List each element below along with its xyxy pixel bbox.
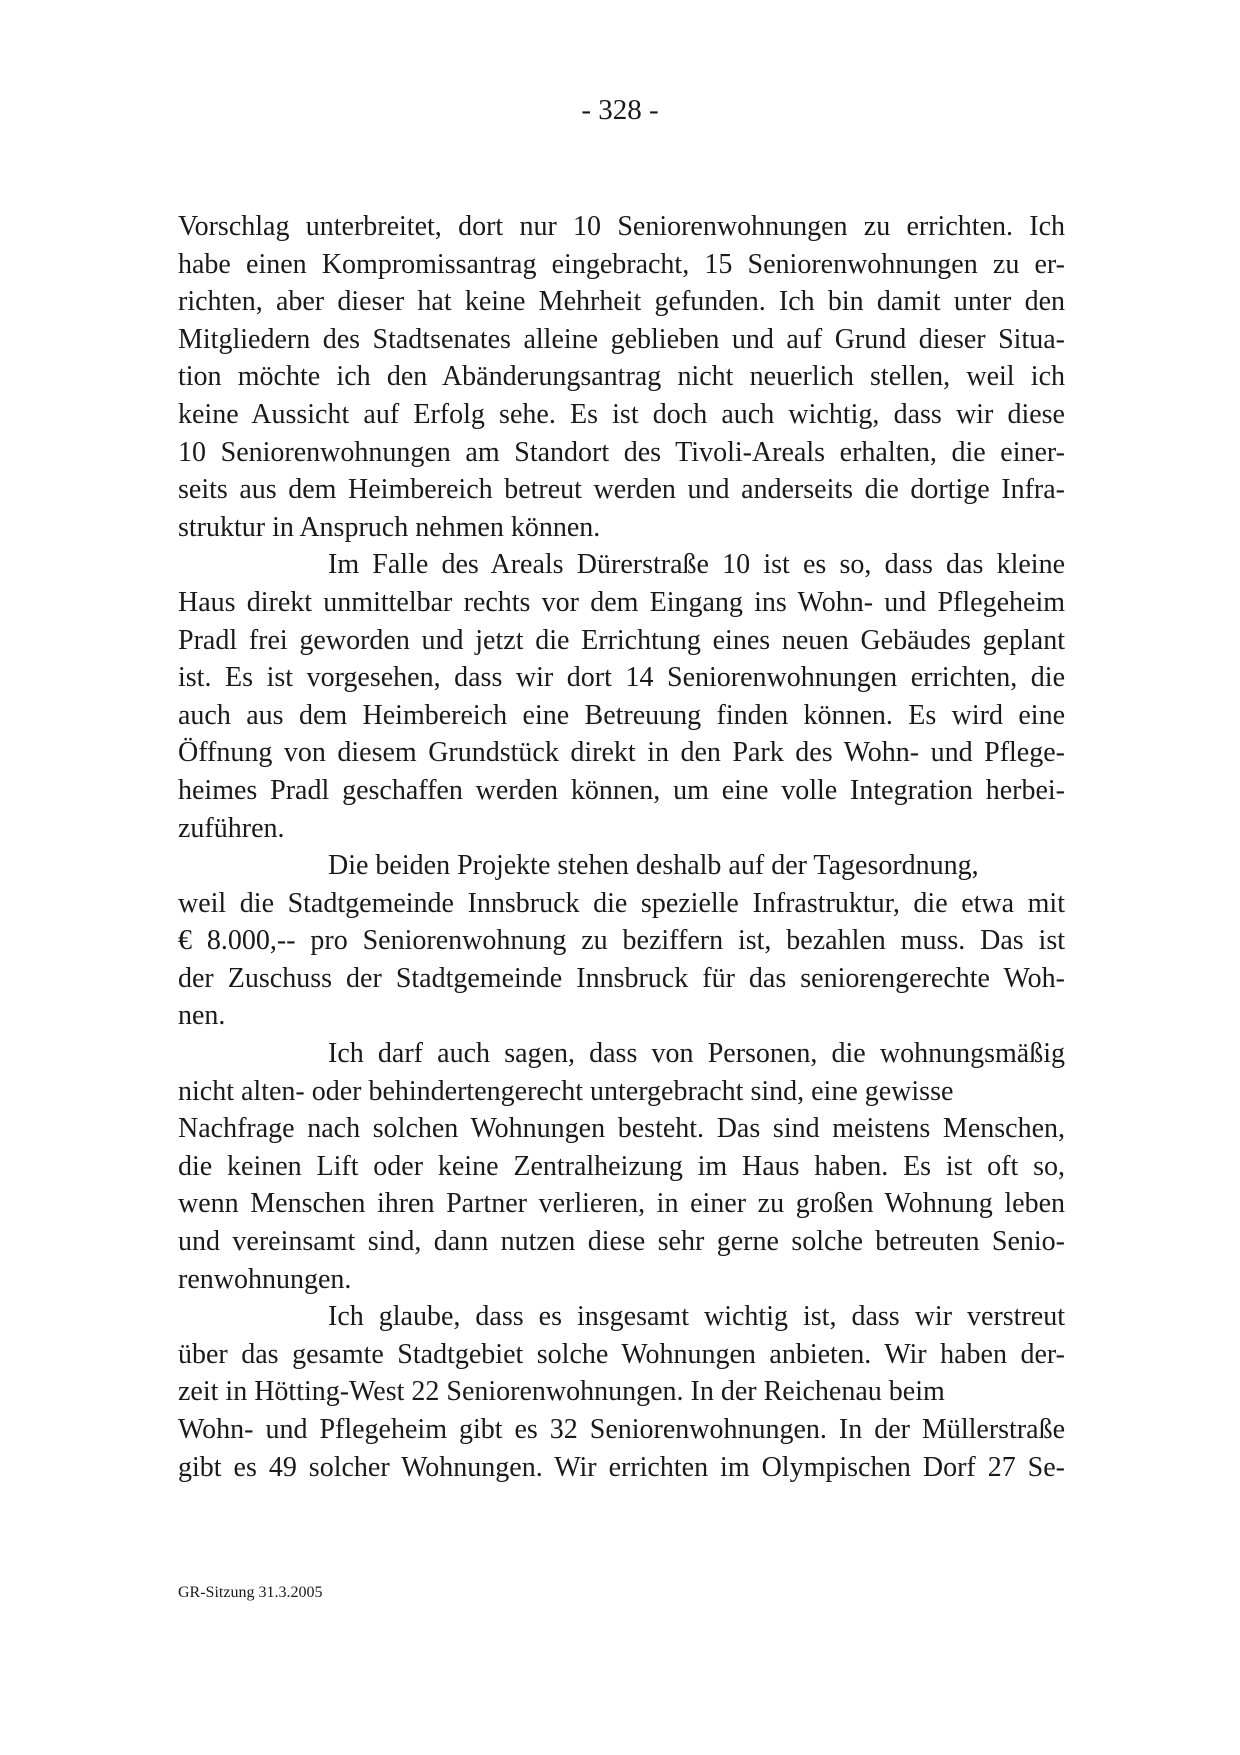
text-line: zuführen. — [178, 812, 285, 844]
text-line: renwohnungen. — [178, 1263, 352, 1295]
text-line: auch aus dem Heimbereich eine Betreuung finden können. Es wird eine — [178, 699, 1065, 731]
text-line-indented: Ich glaube, dass es insgesamt wichtig ist, dass wir verstreut — [328, 1301, 1065, 1333]
text-line: Vorschlag unterbreitet, dort nur 10 Seniorenwohnungen zu errichten. Ich — [178, 211, 1065, 242]
text-line: Pradl frei geworden und jetzt die Errichtung eines neuen Gebäudes geplant — [178, 624, 1065, 656]
text-line: und vereinsamt sind, dann nutzen diese sehr gerne solche betreuten Senio- — [178, 1226, 1065, 1258]
text-line: seits aus dem Heimbereich betreut werden und anderseits die dortige Infra- — [178, 474, 1065, 506]
text-line: Nachfrage nach solchen Wohnungen besteht. Das sind meistens Menschen, — [178, 1113, 1065, 1145]
text-line: keine Aussicht auf Erfolg sehe. Es ist doch auch wichtig, dass wir diese — [178, 398, 1065, 430]
text-line: über das gesamte Stadtgebiet solche Wohnungen anbieten. Wir haben der- — [178, 1338, 1065, 1370]
text-line: struktur in Anspruch nehmen können. — [178, 511, 601, 543]
text-line: Wohn- und Pflegeheim gibt es 32 Seniorenwohnungen. In der Müllerstraße — [178, 1414, 1065, 1445]
text-line: zeit in Hötting-West 22 Seniorenwohnungen. In der Reichenau beim — [178, 1376, 945, 1408]
footer-session-date: GR-Sitzung 31.3.2005 — [178, 1584, 323, 1601]
text-line-indented: Im Falle des Areals Dürerstraße 10 ist es so, dass das kleine — [328, 549, 1065, 581]
text-line: habe einen Kompromissantrag eingebracht, 15 Seniorenwohnungen zu er- — [178, 248, 1065, 280]
text-line: tion möchte ich den Abänderungsantrag nicht neuerlich stellen, weil ich — [178, 361, 1065, 393]
text-line: Öffnung von diesem Grundstück direkt in den Park des Wohn- und Pflege- — [178, 737, 1065, 769]
body-text — [178, 208, 1065, 1486]
text-line: ist. Es ist vorgesehen, dass wir dort 14 Seniorenwohnungen errichten, die — [178, 662, 1065, 694]
text-line: weil die Stadtgemeinde Innsbruck die spezielle Infrastruktur, die etwa mit — [178, 887, 1065, 919]
text-line: Mitgliedern des Stadtsenates alleine geblieben und auf Grund dieser Situa- — [178, 323, 1065, 355]
text-line: richten, aber dieser hat keine Mehrheit gefunden. Ich bin damit unter den — [178, 286, 1065, 318]
text-line: gibt es 49 solcher Wohnungen. Wir errichten im Olympischen Dorf 27 Se- — [178, 1451, 1065, 1483]
text-line: 10 Seniorenwohnungen am Standort des Tivoli-Areals erhalten, die einer- — [178, 436, 1065, 468]
text-line-indented: Ich darf auch sagen, dass von Personen, die wohnungsmäßig — [328, 1038, 1065, 1070]
text-line: Haus direkt unmittelbar rechts vor dem Eingang ins Wohn- und Pflegeheim — [178, 586, 1065, 618]
page-number: - 328 - — [581, 94, 659, 126]
text-line: wenn Menschen ihren Partner verlieren, in einer zu großen Wohnung leben — [178, 1188, 1065, 1220]
text-line: nen. — [178, 1000, 226, 1032]
text-line-indented: Die beiden Projekte stehen deshalb auf der Tagesordnung, — [328, 850, 979, 882]
text-line: der Zuschuss der Stadtgemeinde Innsbruck für das seniorengerechte Woh- — [178, 962, 1065, 994]
text-line: € 8.000,-- pro Seniorenwohnung zu beziffern ist, bezahlen muss. Das ist — [178, 925, 1065, 957]
text-line: die keinen Lift oder keine Zentralheizung im Haus haben. Es ist oft so, — [178, 1150, 1065, 1182]
text-line: nicht alten- oder behindertengerecht untergebracht sind, eine gewisse — [178, 1075, 954, 1107]
text-line: heimes Pradl geschaffen werden können, um eine volle Integration herbei- — [178, 774, 1065, 806]
